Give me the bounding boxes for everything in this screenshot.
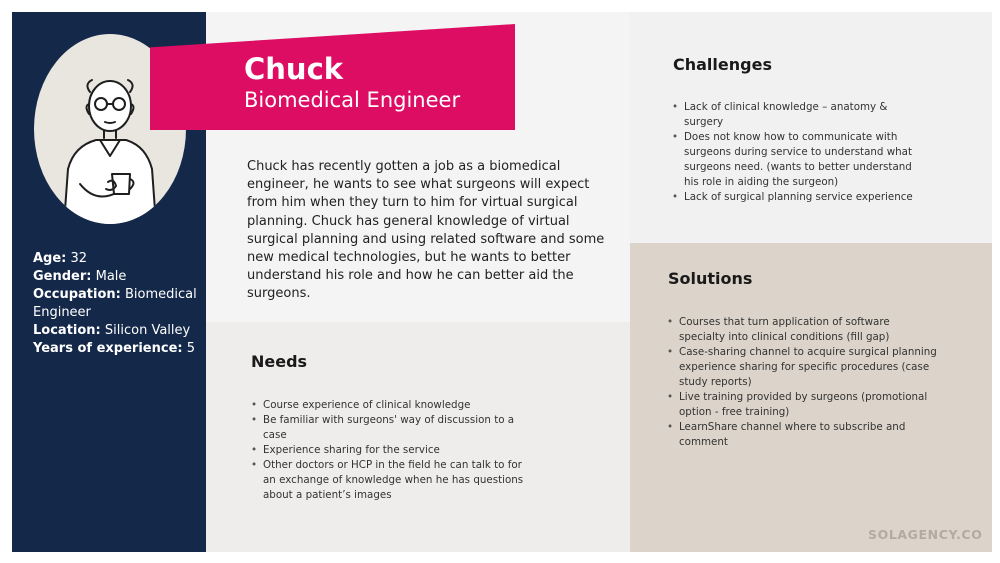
stat-years-experience: Years of experience: 5 (33, 341, 196, 356)
needs-list (251, 398, 536, 503)
persona-bio: Chuck has recently gotten a job as a biomedical engineer, he wants to see what surgeons will expect from him when they turn to him for virtual surgical planning. Chuck has general knowledge of virtual surgical planning and using related software and some new medical technologies, but he wants to better understand his role and how he can better aid the surgeons. (247, 159, 605, 302)
list-item: • Other doctors or HCP in the field he can talk to for an exchange of knowledge when he has questions about a patient’s images (251, 458, 536, 503)
needs-title: Needs (251, 352, 308, 371)
stats-list (33, 250, 203, 358)
list-item: • Courses that turn application of software specialty into clinical conditions (fill gap) (667, 315, 937, 345)
stat-gender: Gender: Male (33, 269, 127, 284)
persona-name: Chuck (244, 52, 344, 86)
list-item: • Case-sharing channel to acquire surgical planning experience sharing for specific procedures (case study reports) (667, 345, 937, 390)
stat-age: Age: 32 (33, 251, 88, 266)
list-item: • Course experience of clinical knowledge (251, 398, 536, 413)
list-item: • Does not know how to communicate with surgeons during service to understand what surgeons need. (wants to better understand his role in aiding the surgeon) (672, 130, 927, 190)
challenges-list (672, 100, 927, 205)
persona-role: Biomedical Engineer (244, 88, 461, 112)
list-item: • Lack of surgical planning service experience (672, 190, 927, 205)
stat-location: Location: Silicon Valley (33, 323, 191, 338)
challenges-title: Challenges (673, 55, 772, 74)
list-item: • LearnShare channel where to subscribe and comment (667, 420, 937, 450)
stat-occupation: Occupation: Biomedical Engineer (33, 287, 197, 320)
list-item: • Be familiar with surgeons' way of discussion to a case (251, 413, 536, 443)
solutions-title: Solutions (668, 269, 753, 288)
brand-watermark: SOLAGENCY.CO (868, 527, 983, 542)
list-item: • Lack of clinical knowledge – anatomy & surgery (672, 100, 927, 130)
list-item: • Experience sharing for the service (251, 443, 536, 458)
list-item: • Live training provided by surgeons (promotional option - free training) (667, 390, 937, 420)
solutions-list (667, 315, 937, 450)
